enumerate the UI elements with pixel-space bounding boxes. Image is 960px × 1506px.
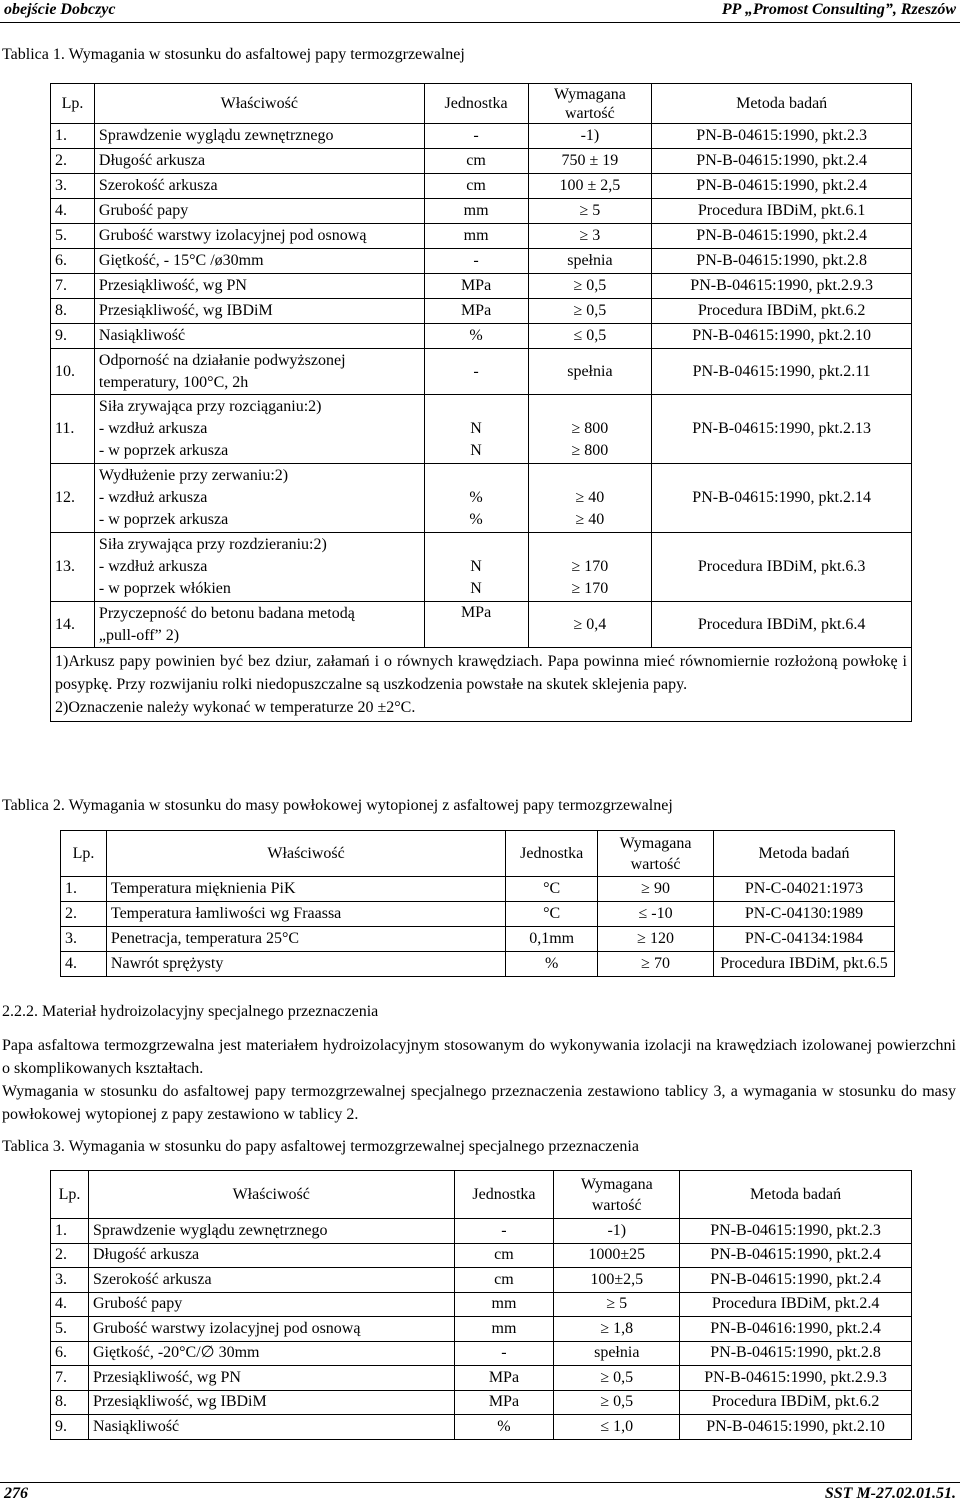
cell-value: ≥ 1,8 (554, 1317, 680, 1342)
cell-unit: mm (454, 1292, 554, 1317)
cell-unit: - (424, 249, 528, 274)
table-row (51, 1219, 912, 1244)
header-property: Właściwość (94, 84, 424, 124)
cell-unit: mm (454, 1317, 554, 1342)
cell-lp: 6. (51, 1341, 89, 1366)
table-row (51, 1390, 912, 1415)
table-row (61, 927, 895, 952)
table-row (51, 1243, 912, 1268)
table-row: 13. Siła zrywająca przy rozdzieraniu:2) - wzdłuż arkusza - w poprzek włókien N N ≥ 170 ≥ 170 Procedura IBDiM, pkt.6.3 (51, 533, 912, 602)
table-row (61, 902, 895, 927)
cell-property: Szerokość arkusza (94, 174, 424, 199)
cell-property: Przesiąkliwość, wg IBDiM (94, 299, 424, 324)
cell-unit: mm (424, 224, 528, 249)
cell-unit: MPa (454, 1390, 554, 1415)
table1-notes (51, 648, 912, 722)
cell-lp: 2. (61, 902, 107, 927)
cell-method: PN-B-04615:1990, pkt.2.4 (652, 224, 912, 249)
footer-rule (0, 1482, 960, 1483)
table-row: 10. Odporność na działanie podwyższonej temperatury, 100°C, 2h - spełnia PN-B-04615:1990, pkt.2.11 (51, 349, 912, 395)
cell-method: PN-C-04134:1984 (713, 927, 894, 952)
cell-property: Grubość papy (88, 1292, 454, 1317)
cell-value: 100±2,5 (554, 1268, 680, 1293)
table1 (50, 83, 912, 722)
cell-lp: 9. (51, 324, 95, 349)
cell-value: ≥ 5 (528, 199, 652, 224)
cell-property: Temperatura mięknienia PiK (106, 877, 505, 902)
page-footer (0, 1482, 960, 1506)
page-header (0, 0, 960, 22)
header-left: obejście Dobczyc (4, 1, 116, 18)
document-code: SST M-27.02.01.51. (824, 1485, 956, 1502)
cell-value: ≥ 0,5 (528, 299, 652, 324)
header-rule (0, 22, 960, 23)
cell-property: Przesiąkliwość, wg PN (94, 274, 424, 299)
cell-value: ≤ -10 (598, 902, 714, 927)
table-row (51, 274, 912, 299)
cell-lp: 4. (61, 952, 107, 977)
table3-rows (51, 1219, 912, 1440)
cell-lp: 1. (51, 1219, 89, 1244)
cell-value: ≥ 0,5 (554, 1390, 680, 1415)
cell-method: PN-B-04615:1990, pkt.2.4 (680, 1268, 912, 1293)
cell-value: ≥ 0,5 (554, 1366, 680, 1391)
cell-method: Procedura IBDiM, pkt.6.5 (713, 952, 894, 977)
cell-lp: 5. (51, 1317, 89, 1342)
table-row (51, 1292, 912, 1317)
cell-method: Procedura IBDiM, pkt.6.2 (652, 299, 912, 324)
cell-value: ≥ 120 (598, 927, 714, 952)
section-paragraph-1: Papa asfaltowa termozgrzewalna jest materiałem hydroizolacyjnym stosowanym do wykonywania izolacji na krawędziach izolowanej powierzchni o skomplikowanych kształtach. (2, 1037, 956, 1077)
cell-lp: 9. (51, 1415, 89, 1440)
cell-property: Przesiąkliwość, wg IBDiM (88, 1390, 454, 1415)
table-row (51, 324, 912, 349)
table-row: 12. Wydłużenie przy zerwaniu:2) - wzdłuż arkusza - w poprzek arkusza % % ≥ 40 ≥ 40 PN-B-04615:1990, pkt.2.14 (51, 464, 912, 533)
cell-lp: 1. (61, 877, 107, 902)
table1-caption: Tablica 1. Wymagania w stosunku do asfaltowej papy termozgrzewalnej (2, 46, 465, 63)
table3-caption: Tablica 3. Wymagania w stosunku do papy asfaltowej termozgrzewalnej specjalnego przeznaczenia (2, 1138, 639, 1155)
cell-unit: MPa (424, 274, 528, 299)
cell-value: spełnia (528, 249, 652, 274)
cell-method: PN-B-04615:1990, pkt.2.3 (680, 1219, 912, 1244)
cell-value: ≥ 70 (598, 952, 714, 977)
cell-unit: cm (424, 149, 528, 174)
cell-unit: °C (506, 902, 598, 927)
cell-property: Nasiąkliwość (94, 324, 424, 349)
cell-lp: 2. (51, 149, 95, 174)
cell-property: Nasiąkliwość (88, 1415, 454, 1440)
header-lp: Lp. (51, 84, 95, 124)
section-paragraph-2: Wymagania w stosunku do asfaltowej papy termozgrzewalnej specjalnego przeznaczenia zestawiono tablicy 3, a wymagania w stosunku do masy powłokowej wytopionej z papy zestawiono w tablicy 2. (2, 1083, 956, 1123)
cell-value: ≥ 3 (528, 224, 652, 249)
cell-unit: % (424, 324, 528, 349)
cell-unit: 0,1mm (506, 927, 598, 952)
table-row (51, 1415, 912, 1440)
cell-lp: 4. (51, 199, 95, 224)
cell-lp: 5. (51, 224, 95, 249)
cell-value: -1) (528, 124, 652, 149)
cell-unit: MPa (454, 1366, 554, 1391)
cell-lp: 8. (51, 299, 95, 324)
table1-header-row (51, 84, 912, 124)
header-value: Wymagana wartość (528, 84, 652, 124)
cell-lp: 7. (51, 274, 95, 299)
cell-property: Długość arkusza (88, 1243, 454, 1268)
section-heading: 2.2.2. Materiał hydroizolacyjny specjalnego przeznaczenia (2, 1003, 379, 1020)
cell-value: 100 ± 2,5 (528, 174, 652, 199)
table-row (61, 952, 895, 977)
cell-property: Penetracja, temperatura 25°C (106, 927, 505, 952)
cell-lp: 3. (51, 1268, 89, 1293)
cell-property: Giętkość, -20°C/∅ 30mm (88, 1341, 454, 1366)
table-row (51, 1268, 912, 1293)
cell-method: PN-B-04615:1990, pkt.2.4 (652, 174, 912, 199)
cell-unit: % (454, 1415, 554, 1440)
table-row (51, 249, 912, 274)
cell-unit: cm (454, 1268, 554, 1293)
cell-property: Grubość warstwy izolacyjnej pod osnową (88, 1317, 454, 1342)
cell-unit: cm (454, 1243, 554, 1268)
cell-method: PN-B-04615:1990, pkt.2.8 (680, 1341, 912, 1366)
cell-method: PN-B-04615:1990, pkt.2.8 (652, 249, 912, 274)
table3 (50, 1170, 912, 1440)
cell-property: Długość arkusza (94, 149, 424, 174)
table1-rows (51, 124, 912, 349)
cell-lp: 8. (51, 1390, 89, 1415)
cell-value: ≥ 90 (598, 877, 714, 902)
cell-method: PN-B-04615:1990, pkt.2.3 (652, 124, 912, 149)
cell-value: ≤ 1,0 (554, 1415, 680, 1440)
cell-method: PN-C-04021:1973 (713, 877, 894, 902)
table-row (51, 1366, 912, 1391)
cell-unit: cm (424, 174, 528, 199)
cell-lp: 1. (51, 124, 95, 149)
cell-property: Temperatura łamliwości wg Fraassa (106, 902, 505, 927)
cell-property: Sprawdzenie wyglądu zewnętrznego (88, 1219, 454, 1244)
table-row: 11. Siła zrywająca przy rozciąganiu:2) - wzdłuż arkusza - w poprzek arkusza N N ≥ 800 ≥ 800 PN-B-04615:1990, pkt.2.13 (51, 395, 912, 464)
table-row (51, 1341, 912, 1366)
table-row (61, 877, 895, 902)
cell-lp: 3. (61, 927, 107, 952)
table-row (51, 299, 912, 324)
cell-unit: - (454, 1341, 554, 1366)
cell-property: Szerokość arkusza (88, 1268, 454, 1293)
cell-lp: 7. (51, 1366, 89, 1391)
table-row: 14. Przyczepność do betonu badana metodą „pull-off” 2) MPa ≥ 0,4 Procedura IBDiM, pkt.6.4 (51, 602, 912, 648)
cell-lp: 6. (51, 249, 95, 274)
cell-lp: 4. (51, 1292, 89, 1317)
header-unit: Jednostka (424, 84, 528, 124)
table-row (51, 199, 912, 224)
cell-property: Sprawdzenie wyglądu zewnętrznego (94, 124, 424, 149)
table-row (51, 1317, 912, 1342)
cell-method: PN-B-04615:1990, pkt.2.10 (652, 324, 912, 349)
cell-property: Grubość warstwy izolacyjnej pod osnową (94, 224, 424, 249)
cell-unit: MPa (424, 299, 528, 324)
note-2: 2)Oznaczenie należy wykonać w temperaturze 20 ±2°C. (55, 699, 416, 716)
cell-value: ≥ 5 (554, 1292, 680, 1317)
cell-method: PN-B-04616:1990, pkt.2.4 (680, 1317, 912, 1342)
table2-caption: Tablica 2. Wymagania w stosunku do masy powłokowej wytopionej z asfaltowej papy termozgrzewalnej (2, 797, 673, 814)
cell-method: PN-B-04615:1990, pkt.2.10 (680, 1415, 912, 1440)
cell-unit: % (506, 952, 598, 977)
cell-property: Przesiąkliwość, wg PN (88, 1366, 454, 1391)
cell-unit: °C (506, 877, 598, 902)
table2 (60, 830, 895, 977)
cell-value: 1000±25 (554, 1243, 680, 1268)
cell-value: 750 ± 19 (528, 149, 652, 174)
cell-lp: 2. (51, 1243, 89, 1268)
table2-rows (61, 877, 895, 977)
cell-value: ≥ 0,5 (528, 274, 652, 299)
table-row (51, 124, 912, 149)
cell-method: PN-B-04615:1990, pkt.2.4 (652, 149, 912, 174)
cell-property: Giętkość, - 15°C /ø30mm (94, 249, 424, 274)
cell-method: Procedura IBDiM, pkt.6.1 (652, 199, 912, 224)
cell-lp: 3. (51, 174, 95, 199)
table2-header-row: Lp. Właściwość Jednostka Wymagana wartość Metoda badań (61, 831, 895, 877)
cell-property: Grubość papy (94, 199, 424, 224)
cell-unit: mm (424, 199, 528, 224)
cell-property: Nawrót sprężysty (106, 952, 505, 977)
cell-value: ≤ 0,5 (528, 324, 652, 349)
cell-unit: - (454, 1219, 554, 1244)
cell-value: -1) (554, 1219, 680, 1244)
table3-header-row: Lp. Właściwość Jednostka Wymagana wartość Metoda badań (51, 1171, 912, 1219)
note-1: 1)Arkusz papy powinien być bez dziur, załamań i o równych krawędziach. Papa powinna mieć równomiernie rozłożoną powłokę i posypkę. Przy rozwijaniu rolki niedopuszczalne są uszkodzenia powstałe na skutek sklejenia papy. (55, 653, 907, 693)
cell-method: Procedura IBDiM, pkt.2.4 (680, 1292, 912, 1317)
table-row (51, 174, 912, 199)
cell-method: PN-B-04615:1990, pkt.2.4 (680, 1243, 912, 1268)
cell-method: Procedura IBDiM, pkt.6.2 (680, 1390, 912, 1415)
cell-unit: - (424, 124, 528, 149)
header-method: Metoda badań (652, 84, 912, 124)
cell-method: PN-C-04130:1989 (713, 902, 894, 927)
table-row (51, 149, 912, 174)
cell-method: PN-B-04615:1990, pkt.2.9.3 (680, 1366, 912, 1391)
table-row (51, 224, 912, 249)
header-right: PP „Promost Consulting”, Rzeszów (721, 1, 956, 18)
cell-method: PN-B-04615:1990, pkt.2.9.3 (652, 274, 912, 299)
page-number: 276 (4, 1485, 28, 1502)
cell-value: spełnia (554, 1341, 680, 1366)
